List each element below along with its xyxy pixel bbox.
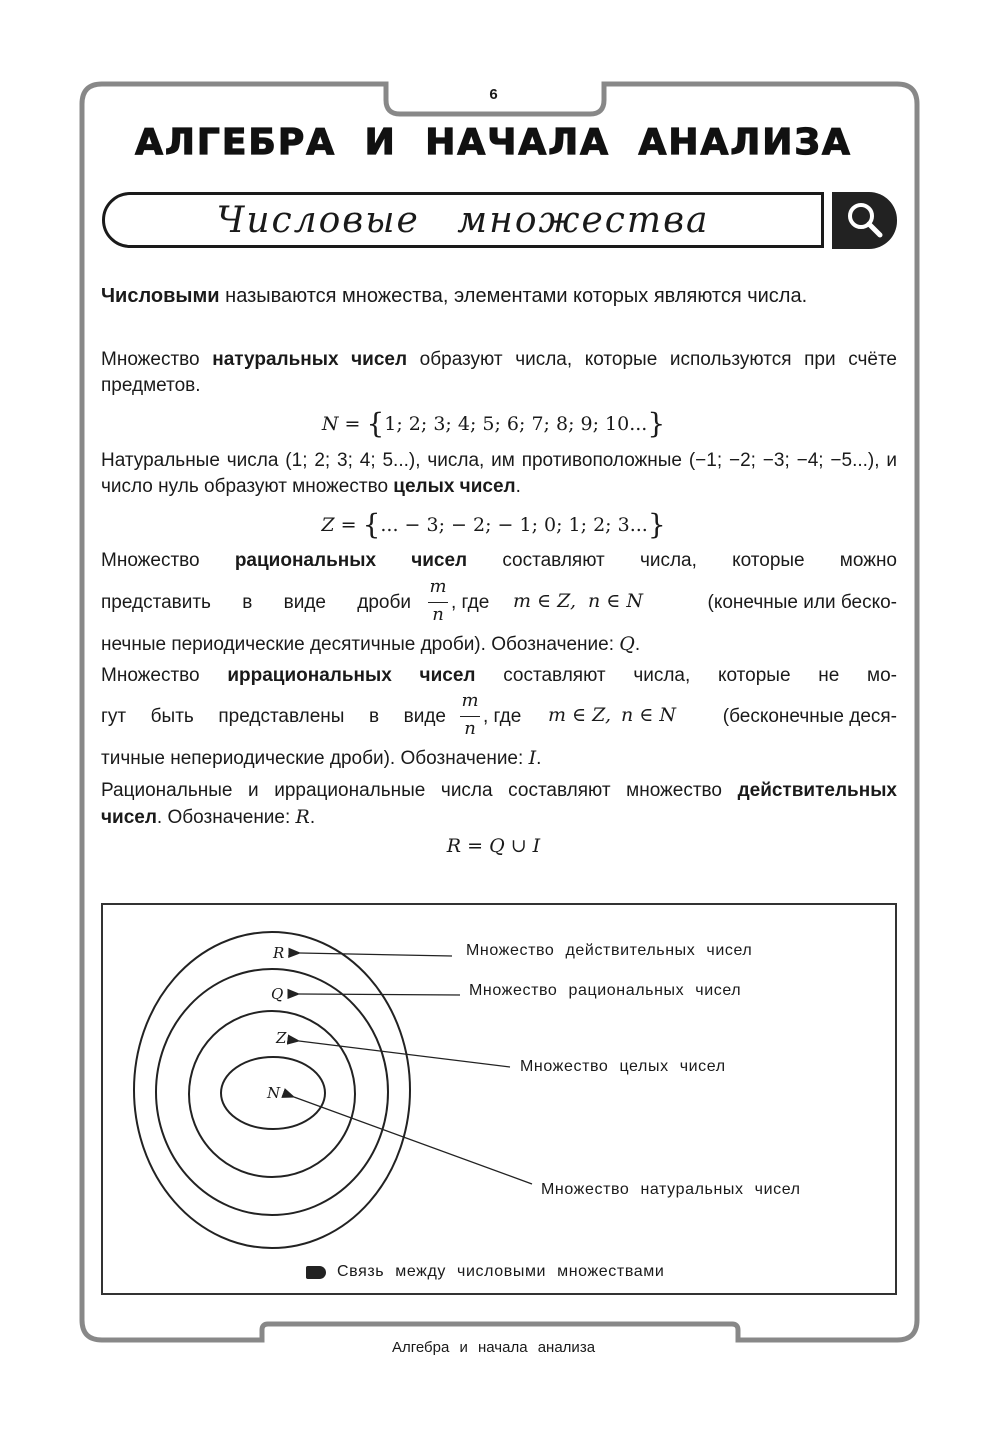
paragraph-text: , где xyxy=(451,592,490,613)
arrow-real xyxy=(300,953,452,956)
paragraph-text: Натуральные числа (1; 2; 3; 4; 5...), числа, им противоположные (−1; −2; −3; −4; −5...), и число нуль образуют множество xyxy=(101,450,897,497)
fraction-denominator: n xyxy=(432,604,444,625)
fraction-numerator: m xyxy=(461,690,479,711)
paragraph-text: Множество xyxy=(101,349,213,370)
condition-m-in-z: m ∈ Z, xyxy=(548,704,612,726)
period: . xyxy=(536,748,542,769)
paragraph-text: составляют числа, которые не мо- xyxy=(475,665,897,686)
equals-sign: = xyxy=(334,514,363,536)
paragraph-text: образуют числа, которые используются при счёте предметов. xyxy=(101,349,897,396)
period: . xyxy=(634,634,641,655)
label-natural-numbers: Множество натуральных чисел xyxy=(541,1181,801,1198)
paragraph-text: называются множества, элементами которых являются числа. xyxy=(219,285,808,307)
term-real: действительных чисел xyxy=(101,780,897,828)
paragraph-text: нечные периодические десятичные дроби). Обозначение: xyxy=(101,634,620,655)
symbol-i: I xyxy=(528,747,537,769)
term-rational: рациональных чисел xyxy=(234,550,468,571)
caption-marker-icon xyxy=(306,1266,326,1279)
equals-sign: = xyxy=(338,413,367,435)
term-numeric: Числовыми xyxy=(101,285,220,307)
paragraph-text: представить в виде дроби xyxy=(101,592,411,613)
paragraph-text: Рациональные и иррациональные числа составляют множество xyxy=(101,780,738,801)
diagram-caption: Связь между числовыми множествами xyxy=(337,1263,665,1280)
condition-m-in-z: m ∈ Z, xyxy=(513,590,577,612)
fraction-denominator: n xyxy=(464,718,476,739)
label-integer-numbers: Множество целых чисел xyxy=(520,1058,726,1075)
paragraph-text: составляют числа, которые можно xyxy=(467,550,897,571)
label-real-numbers: Множество действительных чисел xyxy=(466,942,753,959)
topic-title: Числовые множества xyxy=(216,200,710,241)
condition-n-in-n: n ∈ N xyxy=(588,590,644,612)
set-label-z: Z xyxy=(276,1029,287,1047)
label-rational-numbers: Множество рациональных чисел xyxy=(469,982,742,999)
symbol-q: Q xyxy=(619,633,635,655)
term-irrational: иррациональных чисел xyxy=(227,665,476,686)
arrow-natural xyxy=(294,1097,532,1184)
paragraph-text: (конечные или беско- xyxy=(707,592,897,613)
paragraph-text: , где xyxy=(483,706,522,727)
paragraph-text: . xyxy=(515,476,521,497)
symbol-r: R xyxy=(295,806,310,828)
chapter-title: АЛГЕБРА И НАЧАЛА АНАЛИЗА xyxy=(135,122,852,163)
formula-real: R = Q ∪ I xyxy=(446,835,541,857)
paragraph-text: (бесконечные деся- xyxy=(722,706,897,727)
set-label-q: Q xyxy=(271,985,284,1003)
set-label-n: N xyxy=(267,1084,281,1102)
paragraph-text: гут быть представлены в виде xyxy=(101,706,446,727)
paragraph-text: . Обозначение: xyxy=(156,807,296,828)
arrow-rational xyxy=(299,994,460,995)
paragraph-text: Множество xyxy=(101,665,228,686)
period: . xyxy=(309,807,316,828)
set-label-r: R xyxy=(273,944,285,962)
term-integer: целых чисел xyxy=(393,476,516,497)
set-elements: ... − 3; − 2; − 1; 0; 1; 2; 3... xyxy=(380,514,648,536)
set-elements: 1; 2; 3; 4; 5; 6; 7; 8; 9; 10... xyxy=(384,413,648,435)
fraction-numerator: m xyxy=(429,576,447,597)
page-number: 6 xyxy=(489,86,498,103)
condition-n-in-n: n ∈ N xyxy=(621,704,677,726)
running-footer: Алгебра и начала анализа xyxy=(391,1339,596,1356)
formula-natural: N = {1; 2; 3; 4; 5; 6; 7; 8; 9; 10...} xyxy=(321,407,666,440)
term-natural: натуральных чисел xyxy=(212,349,408,370)
set-symbol: N xyxy=(321,413,339,435)
formula-integer: Z = {... − 3; − 2; − 1; 0; 1; 2; 3...} xyxy=(321,508,666,541)
set-symbol: Z xyxy=(321,514,335,536)
paragraph-text: Множество xyxy=(101,550,235,571)
paragraph-text: тичные непериодические дроби). Обозначение: xyxy=(101,748,529,769)
